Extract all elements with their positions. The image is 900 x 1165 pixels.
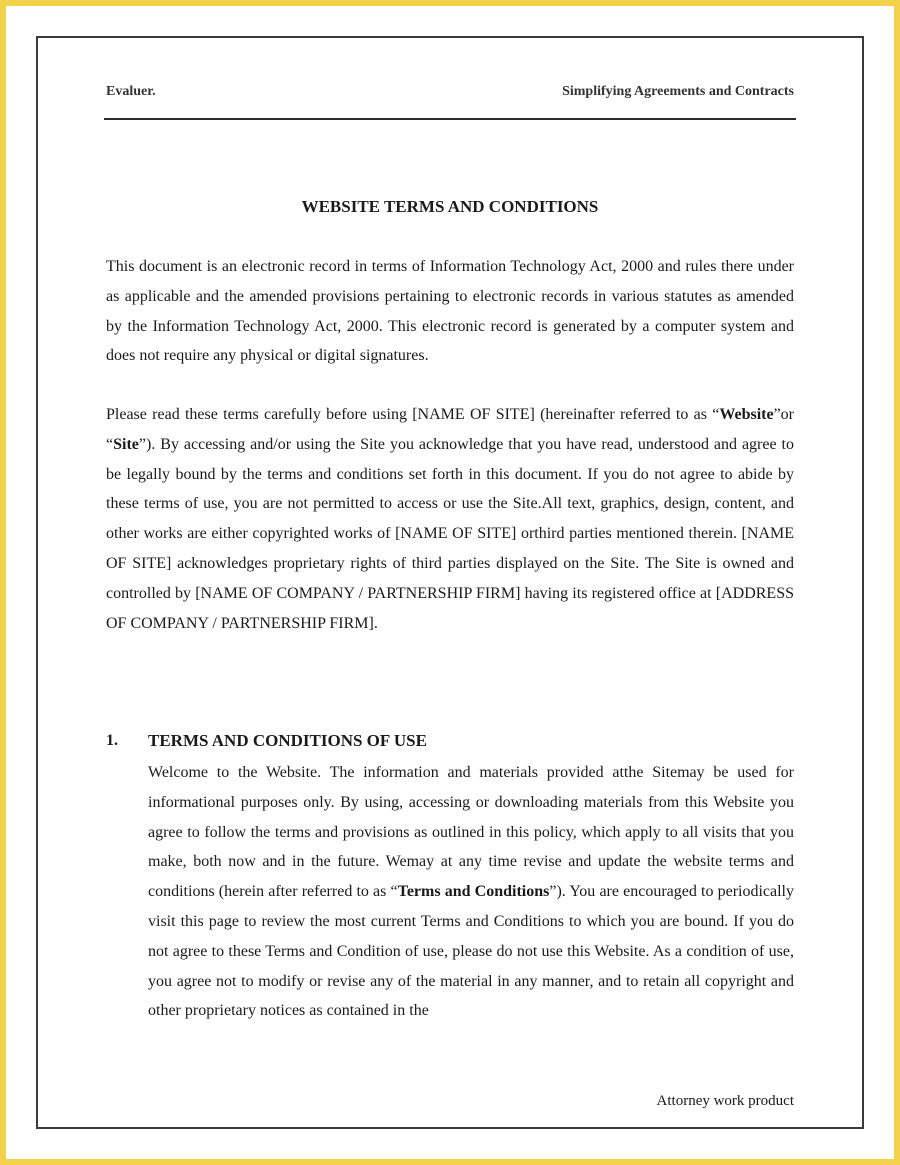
header-brand: Evaluer. — [106, 84, 156, 99]
header-divider — [104, 118, 796, 120]
header-tagline: Simplifying Agreements and Contracts — [562, 84, 794, 99]
usage-paragraph: Please read these terms carefully before using [NAME OF SITE] (hereinafter referred to as “Website”or “Site”). By accessing and/or using the Site you acknowledge that you have read, understood and agree to be legally bound by the terms and conditions set forth in this document. If you do not agree to abide by these terms of use, you are not permitted to access or use the Site.All text, graphics, design, content, and other works are either copyrighted works of [NAME OF SITE] orthird parties mentioned therein. [NAME OF SITE] acknowledges proprietary rights of third parties displayed on the Site. The Site is owned and controlled by [NAME OF COMPANY / PARTNERSHIP FIRM] having its registered office at [ADDRESS OF COMPANY / PARTNERSHIP FIRM]. — [106, 406, 794, 632]
intro-paragraph: This document is an electronic record in terms of Information Technology Act, 2000 and rules there under as applicable and the amended provisions pertaining to electronic records in various statutes as amended by the Information Technology Act, 2000. This electronic record is generated by a computer system and does not require any physical or digital signatures. — [106, 258, 794, 365]
section-body: Welcome to the Website. The information and materials provided atthe Sitemay be used for informational purposes only. By using, accessing or downloading materials from this Website you agree to follow the terms and provisions as outlined in this policy, which apply to all visits that you make, both now and in the future. Wemay at any time revise and update the website terms and conditions (herein after referred to as “Terms and Conditions”). You are encouraged to periodically visit this page to review the most current Terms and Conditions to which you are bound. If you do not agree to these Terms and Condition of use, please do not use this Website. As a condition of use, you agree not to modify or revise any of the material in any manner, and to retain all copyright and other proprietary notices as contained in the — [148, 764, 795, 1020]
website-term: Website — [719, 406, 774, 423]
section-number: 1. — [106, 732, 118, 749]
terms-term: Terms and Conditions — [397, 883, 550, 901]
site-term: Site — [113, 435, 139, 453]
document-title: WEBSITE TERMS AND CONDITIONS — [301, 197, 599, 216]
section-heading: TERMS AND CONDITIONS OF USE — [148, 731, 427, 750]
footer-note: Attorney work product — [656, 1093, 794, 1109]
